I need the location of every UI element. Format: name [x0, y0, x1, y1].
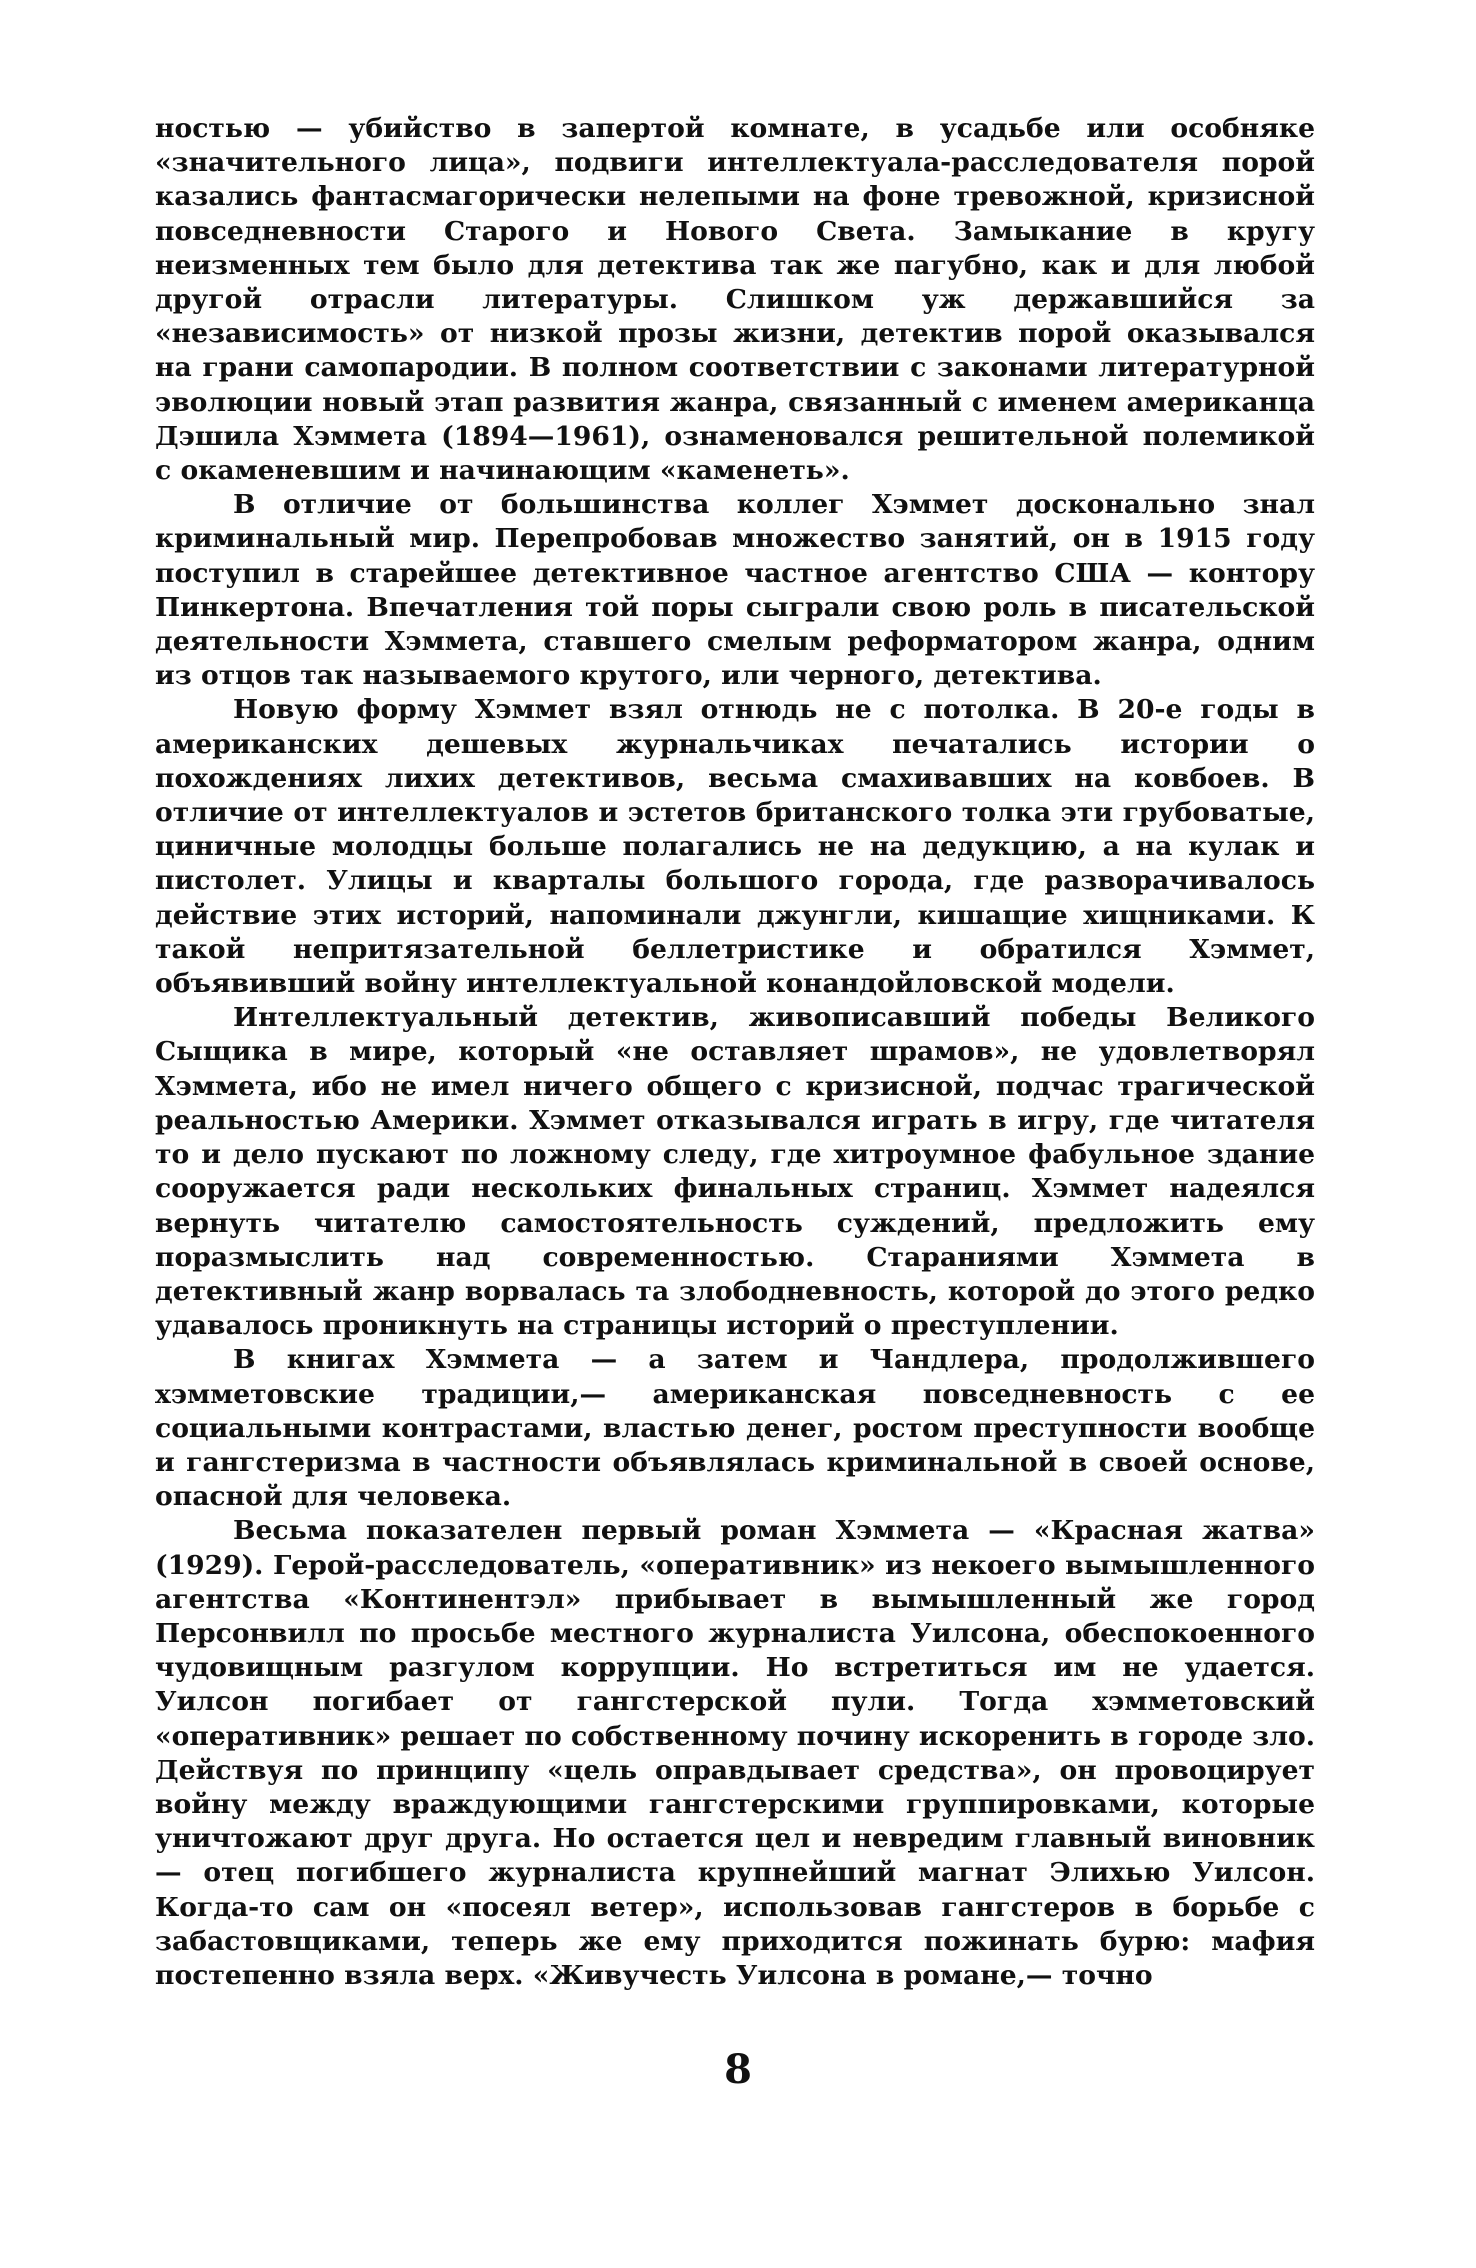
paragraph-1: ностью — убийство в запертой комнате, в усадьбе или особняке «значительного лица», подвиги интеллектуала-расследователя порой казались фантасмагорически нелепыми на фоне тревожной, кризисной повседневности Старого и Нового Света. Замыкание в кругу неизменных тем было для детектива так же пагубно, как и для любой другой отрасли литературы. Слишком уж державшийся за «независимость» от низкой прозы жизни, детектив порой оказывался на грани самопародии. В полном соответствии с законами литературной эволюции новый этап развития жанра, связанный с именем американца Дэшила Хэммета (1894—1961), ознаменовался решительной полемикой с окаменевшим и начинающим «каменеть». [155, 113, 1315, 487]
paragraph-6: Весьма показателен первый роман Хэммета — «Красная жатва» (1929). Герой-расследователь, «оперативник» из некоего вымышленного агентства «Континентэл» прибывает в вымышленный же город Персонвилл по просьбе местного журналиста Уилсона, обеспокоенного чудовищным разгулом коррупции. Но встретиться им не удается. Уилсон погибает от гангстерской пули. Тогда хэмметовский «оперативник» решает по собственному почину искоренить в городе зло. Действуя по принципу «цель оправдывает средства», он провоцирует войну между враждующими гангстерскими группировками, которые уничтожают друг друга. Но остается цел и невредим главный виновник — отец погибшего журналиста крупнейший магнат Элихью Уилсон. Когда-то сам он «посеял ветер», использовав гангстеров в борьбе с забастовщиками, теперь же ему приходится пожинать бурю: мафия постепенно взяла верх. «Живучесть Уилсона в романе,— точно [155, 1515, 1315, 1991]
body-text [155, 112, 1315, 1993]
paragraph-5: В книгах Хэммета — а затем и Чандлера, продолжившего хэмметовские традиции,— американская повседневность с ее социальными контрастами, властью денег, ростом преступности вообще и гангстеризма в частности объявлялась криминальной в своей основе, опасной для человека. [155, 1344, 1315, 1513]
paragraph-4: Интеллектуальный детектив, живописавший победы Великого Сыщика в мире, который «не оставляет шрамов», не удовлетворял Хэммета, ибо не имел ничего общего с кризисной, подчас трагической реальностью Америки. Хэммет отказывался играть в игру, где читателя то и дело пускают по ложному следу, где хитроумное фабульное здание сооружается ради нескольких финальных страниц. Хэммет надеялся вернуть читателю самостоятельность суждений, предложить ему поразмыслить над современностью. Стараниями Хэммета в детективный жанр ворвалась та злободневность, которой до этого редко удавалось проникнуть на страницы историй о преступлении. [155, 1002, 1315, 1342]
page-number: 8 [724, 2046, 752, 2093]
paragraph-3: Новую форму Хэммет взял отнюдь не с потолка. В 20-е годы в американских дешевых журнальчиках печатались истории о похождениях лихих детективов, весьма смахивавших на ковбоев. В отличие от интеллектуалов и эстетов британского толка эти грубоватые, циничные молодцы больше полагались не на дедукцию, а на кулак и пистолет. Улицы и кварталы большого города, где разворачивалось действие этих историй, напоминали джунгли, кишащие хищниками. К такой непритязательной беллетристике и обратился Хэммет, объявивший войну интеллектуальной конандойловской модели. [155, 694, 1315, 1000]
paragraph-2: В отличие от большинства коллег Хэммет досконально знал криминальный мир. Перепробовав множество занятий, он в 1915 году поступил в старейшее детективное частное агентство США — контору Пинкертона. Впечатления той поры сыграли свою роль в писательской деятельности Хэммета, ставшего смелым реформатором жанра, одним из отцов так называемого крутого, или черного, детектива. [155, 489, 1315, 692]
